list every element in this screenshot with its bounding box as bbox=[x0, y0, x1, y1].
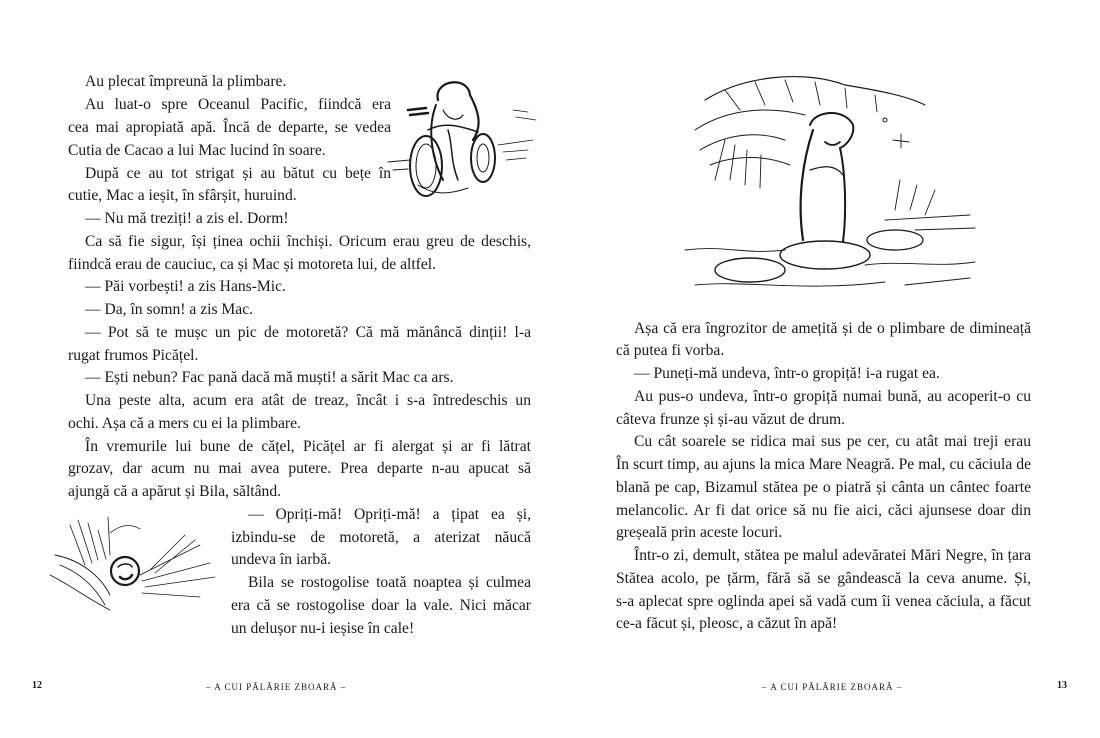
text-line: În scurt timp, au ajuns la mica Mare Neagră. Pe mal, cu căciula de bbox=[616, 456, 1031, 473]
text-line: melancolic. Ar fi dat orice să nu fie aici, căci ajunsese doar din bbox=[616, 502, 1031, 519]
text-line: Cutia de Cacao a lui Mac lucind în soare. bbox=[68, 142, 326, 159]
text-line: rugat frumos Picățel. bbox=[68, 347, 199, 364]
text-line: ajungă că a apărut și Bila, săltând. bbox=[68, 483, 282, 500]
muskrat-illustration bbox=[685, 70, 975, 300]
page-number: 12 bbox=[32, 680, 42, 691]
text-line: Cu cât soarele se ridica mai sus pe cer, cu atât mai treji erau bbox=[634, 433, 1031, 450]
text-line: un delușor nu-i ieșise în cale! bbox=[231, 620, 415, 637]
text-line: blană pe cap, Bizamul stătea pe o piatră și cânta un cântec foarte bbox=[616, 479, 1031, 496]
text-line: grozav, dar acum nu mai avea putere. Prea departe n-au apucat să bbox=[68, 460, 531, 477]
text-line: izbindu-se de motoretă, a aterizat năucă bbox=[231, 529, 531, 546]
text-line: Într-o zi, demult, stătea pe malul adevăratei Mări Negre, în țara bbox=[634, 547, 1031, 564]
text-line: s-a aplecat spre oglinda apei să vadă cum îi venea căciula, a făcut bbox=[616, 593, 1031, 610]
text-line: ce-a făcut și, pleosc, a căzut în apă! bbox=[616, 615, 838, 632]
running-footer: – A CUI PĂLĂRIE ZBOARĂ – bbox=[762, 682, 903, 692]
text-line: — Puneți-mă undeva, într-o gropiță! i-a rugat ea. bbox=[634, 365, 940, 382]
text-line: Au plecat împreună la plimbare. bbox=[85, 73, 287, 90]
text-line: Una peste alta, acum era atât de treaz, încât i s-a întredeschis un bbox=[85, 392, 531, 409]
text-line: ochi. Așa că a mers cu ei la plimbare. bbox=[68, 415, 301, 432]
text-line: Așa că era îngrozitor de amețită și de o plimbare de dimineață bbox=[634, 320, 1031, 337]
text-line: câteva frunze și și-au văzut de drum. bbox=[616, 411, 846, 428]
text-line: Bila se rostogolise toată noaptea și culmea bbox=[248, 574, 531, 591]
text-line: undeva în iarbă. bbox=[231, 551, 332, 568]
text-line: Ca să fie sigur, își ținea ochii închiși. Oricum erau greu de deschis, bbox=[85, 233, 531, 250]
running-footer: – A CUI PĂLĂRIE ZBOARĂ – bbox=[206, 682, 347, 692]
text-line: că putea fi vorba. bbox=[616, 342, 725, 359]
text-line: fiindcă erau de cauciuc, ca și Mac și motoreta lui, de altfel. bbox=[68, 256, 437, 273]
right-page bbox=[550, 0, 1100, 738]
text-line: — Da, în somn! a zis Mac. bbox=[85, 301, 254, 318]
text-line: cutie, Mac a ieșit, în sfârșit, huruind. bbox=[68, 187, 297, 204]
text-line: cea mai apropiată apă. Încă de departe, se vedea bbox=[68, 119, 391, 136]
text-line: — Nu mă treziți! a zis el. Dorm! bbox=[85, 210, 289, 227]
ball-illustration bbox=[50, 515, 230, 615]
text-line: Stătea acolo, pe țărm, fără să se gândească la ceva anume. Și, bbox=[616, 570, 1031, 587]
motorbike-illustration bbox=[388, 70, 538, 210]
page-number: 13 bbox=[1057, 680, 1067, 691]
text-line: — Pot să te mușc un pic de motoretă? Că mă mănâncă dinții! l-a bbox=[85, 324, 531, 341]
text-line: — Opriți-mă! Opriți-mă! a țipat ea și, bbox=[248, 506, 531, 523]
text-line: În vremurile lui bune de cățel, Picățel ar fi alergat și ar fi lătrat bbox=[85, 438, 531, 455]
text-line: Au pus-o undeva, într-o gropiță numai bună, au acoperit-o cu bbox=[634, 388, 1031, 405]
text-line: greșeală prin aceste locuri. bbox=[616, 524, 783, 541]
text-line: — Păi vorbești! a zis Hans-Mic. bbox=[85, 278, 286, 295]
text-line: Au luat-o spre Oceanul Pacific, fiindcă era bbox=[85, 96, 391, 113]
text-line: După ce au tot strigat și au bătut cu bețe în bbox=[85, 165, 391, 182]
text-line: — Ești nebun? Fac pană dacă mă muști! a sărit Mac ca ars. bbox=[85, 369, 454, 386]
text-line: era că se rostogolise doar la vale. Nici măcar bbox=[231, 597, 531, 614]
